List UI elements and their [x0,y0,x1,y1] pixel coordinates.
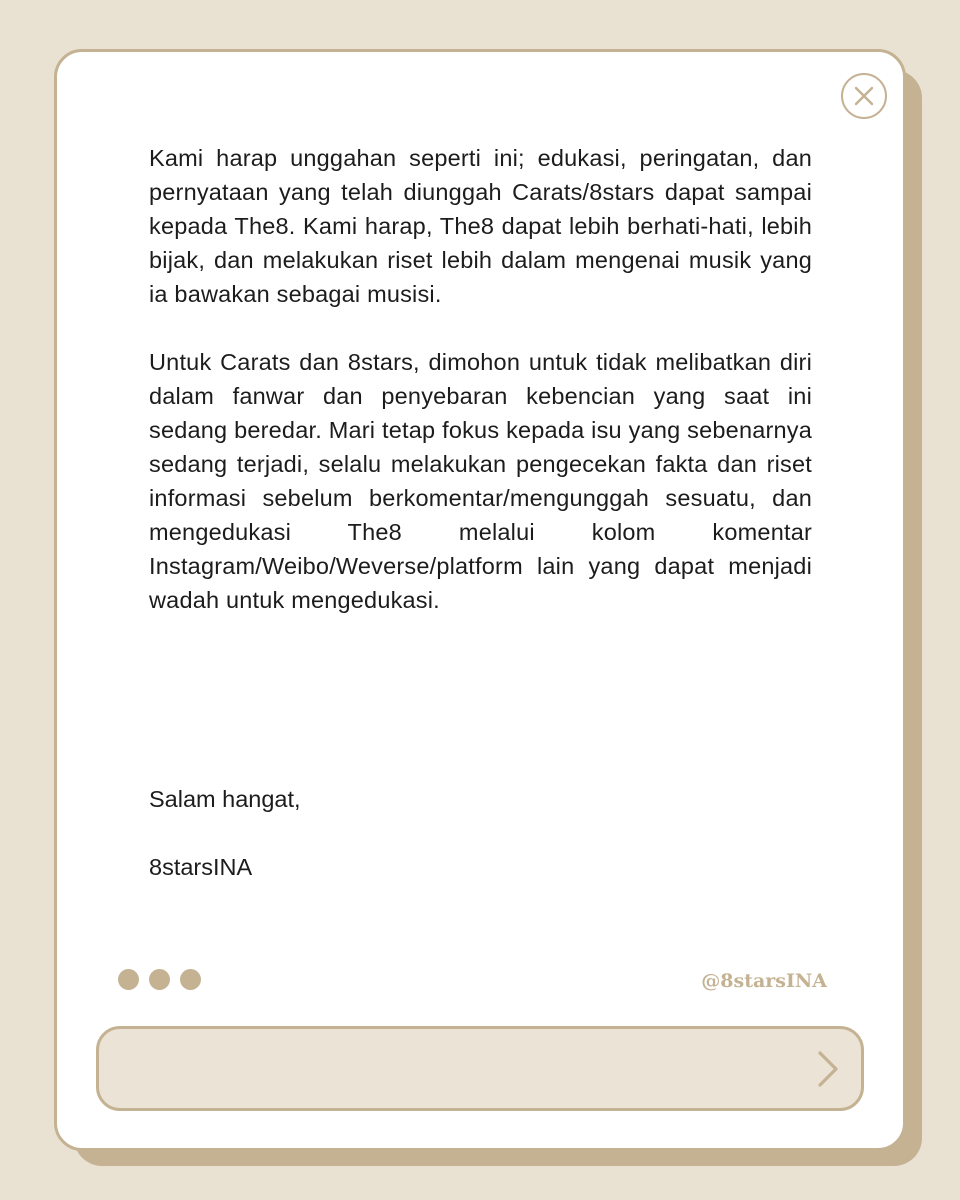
closing-greeting: Salam hangat, [149,786,301,812]
send-button[interactable] [808,1046,846,1092]
more-dots-icon[interactable] [118,969,201,990]
dot [180,969,201,990]
account-handle: @8starsINA [701,970,827,992]
message-paragraph-1: Kami harap unggahan seperti ini; edukasi, peringatan, dan pernyataan yang telah diunggah Carats/8stars dapat sampai kepada The8. Kami harap, The8 dapat lebih berhati-hati, lebih bijak, dan melakukan riset lebih dalam mengenai musik yang ia bawakan sebagai musisi. [149,145,812,307]
message-paragraph-2: Untuk Carats dan 8stars, dimohon untuk tidak melibatkan diri dalam fanwar dan penyebaran kebencian yang saat ini sedang beredar. Mari tetap fokus kepada isu yang sebenarnya sedang terjadi, selalu melakukan pengecekan fakta dan riset informasi sebelum berkomentar/mengunggah sesuatu, dan mengedukasi The8 melalui kolom komentar Instagram/Weibo/Weverse/platform lain yang dapat menjadi wadah untuk mengedukasi. [149,349,812,613]
signature: 8starsINA [149,854,253,880]
chevron-right-icon [814,1049,840,1089]
close-button[interactable] [841,73,887,119]
dot [118,969,139,990]
message-body [149,141,812,617]
message-input[interactable] [96,1026,864,1111]
close-icon [854,86,874,106]
dot [149,969,170,990]
